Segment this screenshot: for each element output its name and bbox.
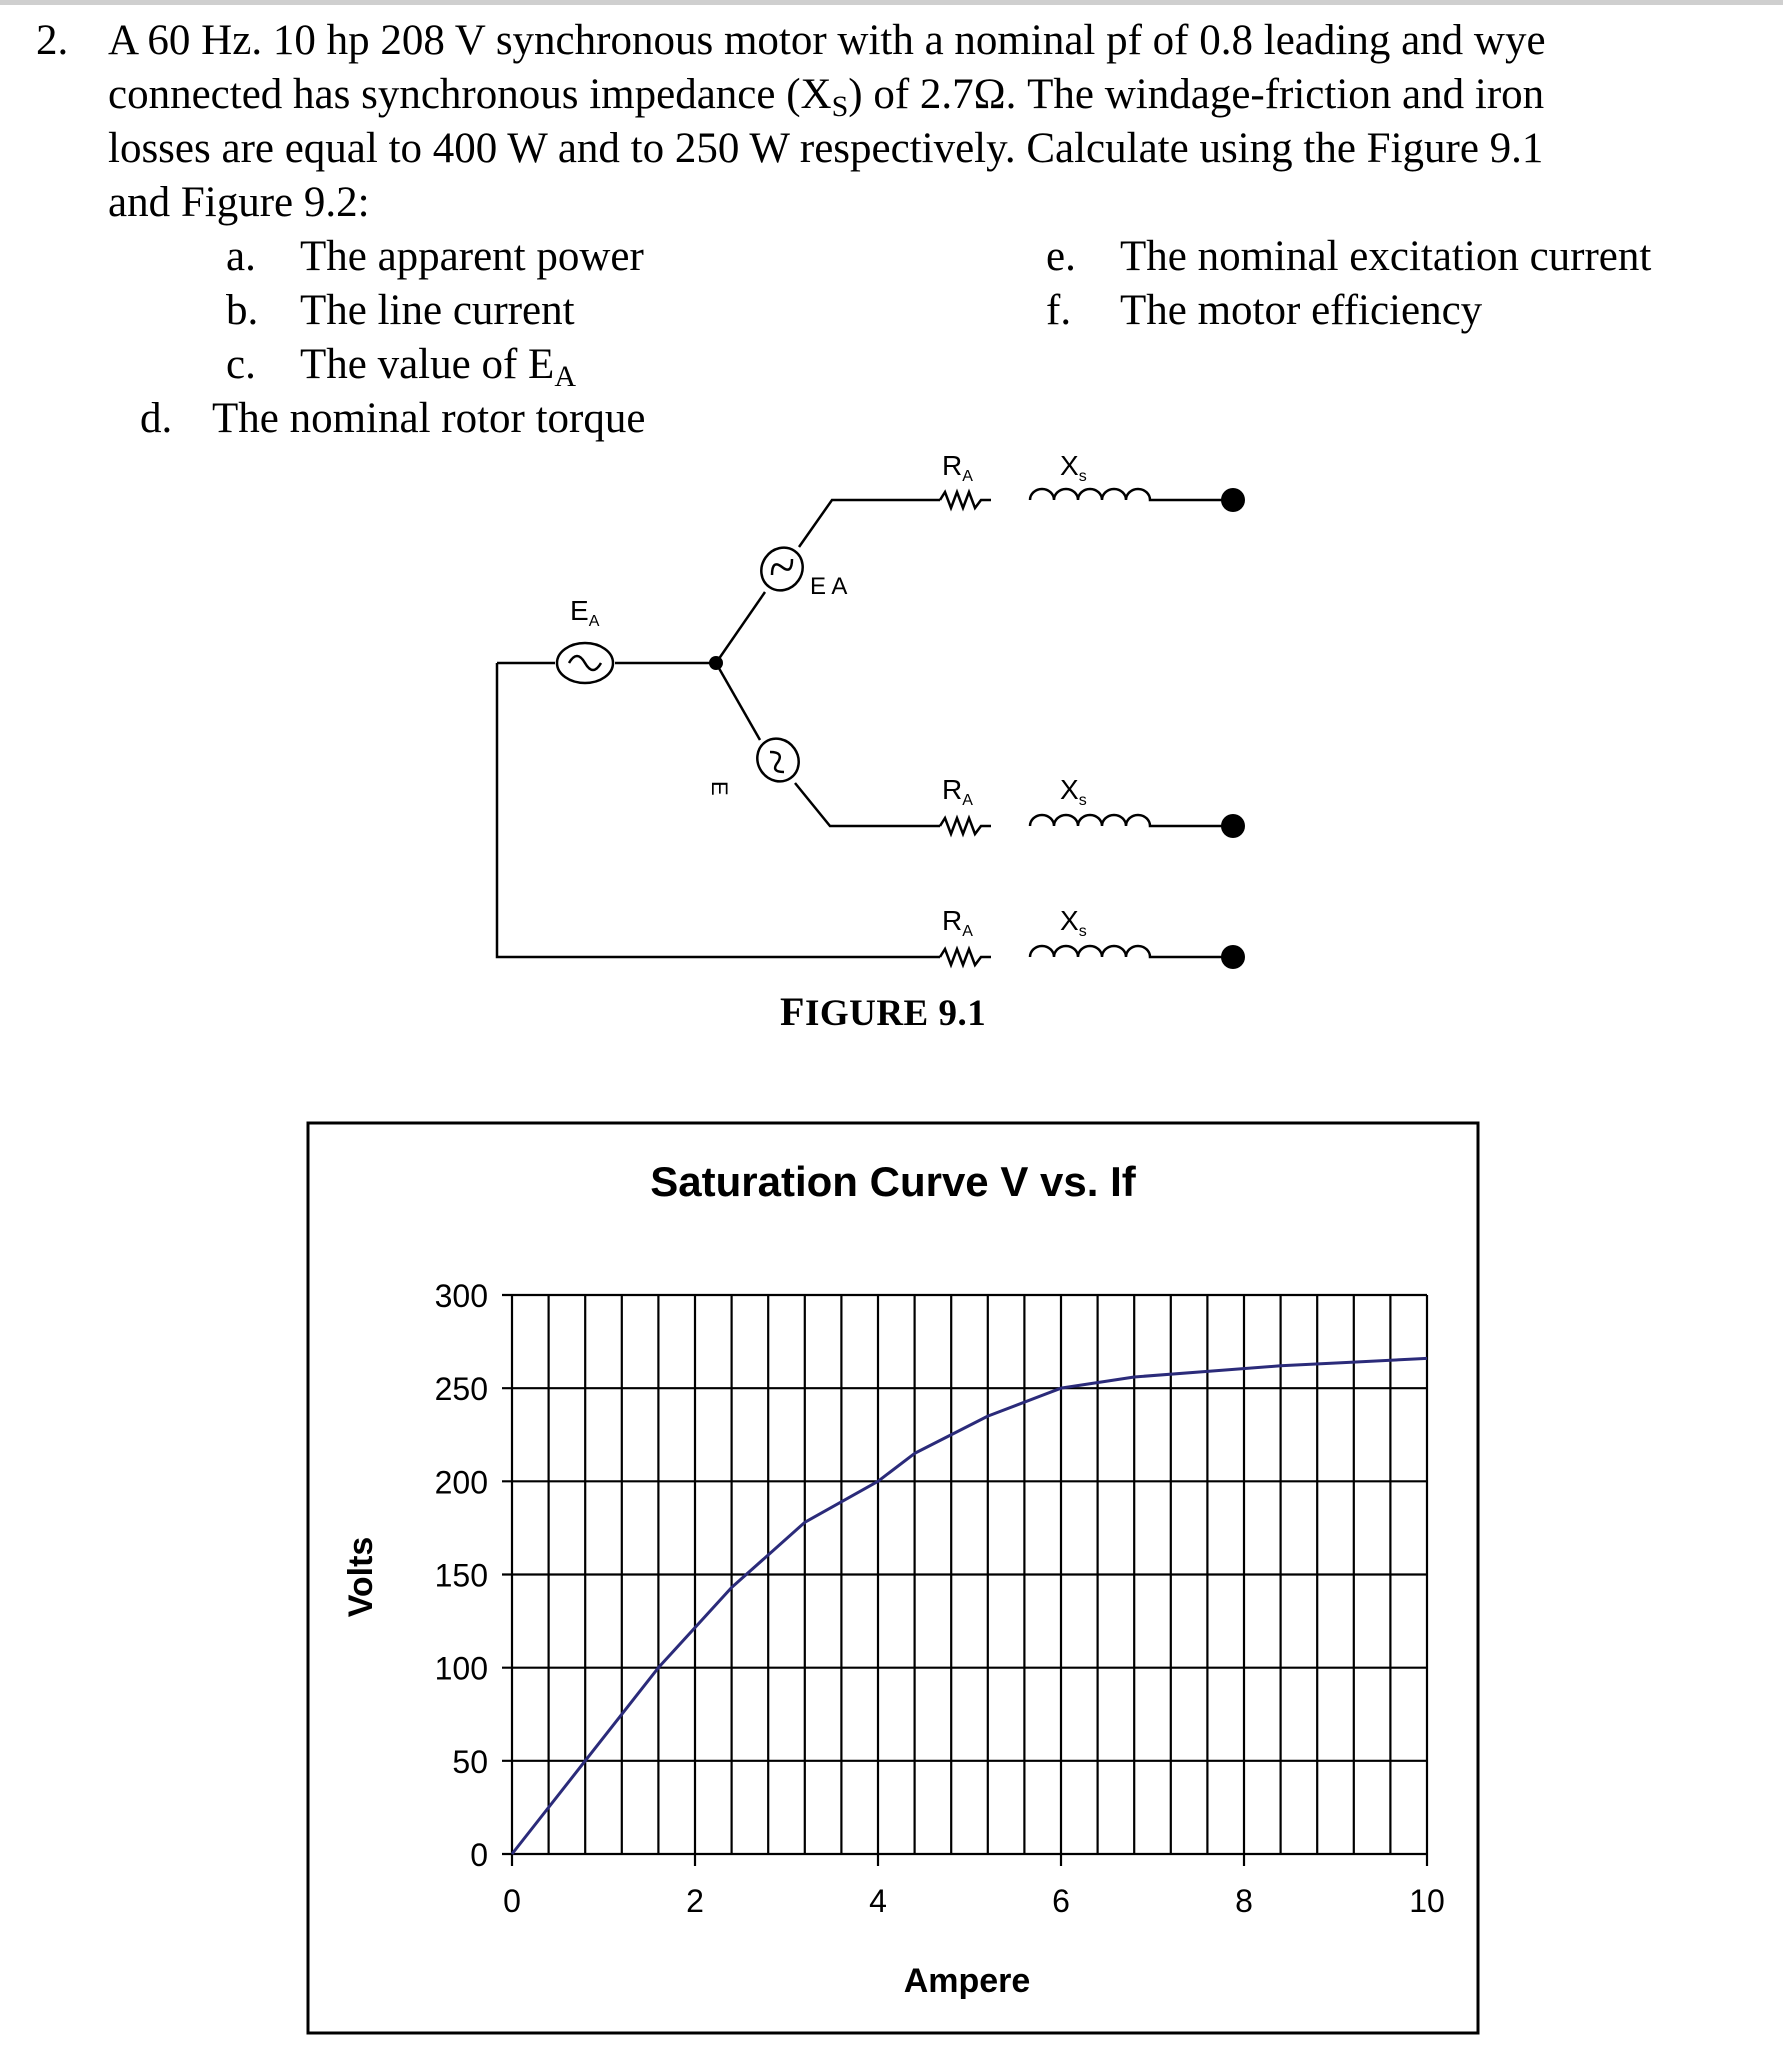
problem-line-1: A 60 Hz. 10 hp 208 V synchronous motor with a nominal pf of 0.8 leading and wye [108, 17, 1546, 64]
y-tick-label: 150 [434, 1557, 488, 1594]
label-xs-3: $X_s$ [1060, 905, 1087, 940]
x-tick-label: 2 [686, 1883, 704, 1919]
y-tick-label: 100 [434, 1650, 488, 1687]
chart-title: Saturation Curve V vs. If [650, 1158, 1136, 1205]
label-ra-3: $R_A$ [942, 905, 973, 940]
label-ea-left: $E_A$ [570, 595, 600, 630]
y-tick-label: 250 [434, 1371, 488, 1408]
item-b: b. The line current [226, 287, 575, 334]
label-xs-2: $X_s$ [1060, 774, 1087, 809]
y-tick-label: 300 [434, 1278, 488, 1314]
label-ra-2: $R_A$ [942, 774, 973, 809]
item-d: d. The nominal rotor torque [140, 395, 646, 442]
problem-line-3: losses are equal to 400 W and to 250 W respectively. Calculate using the Figure 9.1 [108, 125, 1544, 172]
label-ea-upper: E A [810, 573, 848, 600]
item-c: c. The value of $E_A$ [226, 341, 576, 393]
label-ra-1: $R_A$ [942, 450, 973, 485]
label-xs-1: $X_s$ [1060, 450, 1087, 485]
figure-caption: FIGURE 9.1 [780, 989, 987, 1034]
chart-ylabel: Volts [342, 1536, 380, 1618]
item-a: a. The apparent power [226, 233, 644, 280]
chart-xlabel: Ampere [903, 1962, 1031, 2000]
x-tick-label: 0 [503, 1883, 521, 1919]
problem-line-4: and Figure 9.2: [108, 179, 370, 226]
problem-line-2: connected has synchronous impedance $(X_S)$ of 2.7Ω. The windage-friction and iron [108, 71, 1545, 123]
problem-number: 2. [36, 17, 69, 64]
y-tick-label: 200 [434, 1464, 488, 1501]
series-line [512, 1358, 1427, 1854]
y-tick-label: 50 [452, 1743, 488, 1780]
item-e: e. The nominal excitation current [1046, 233, 1652, 280]
y-tick-label: 0 [470, 1837, 488, 1873]
label-ea-rotated: E [707, 781, 732, 796]
x-tick-label: 4 [869, 1883, 887, 1919]
x-tick-label: 10 [1409, 1883, 1445, 1919]
item-f: f. The motor efficiency [1046, 287, 1483, 334]
x-tick-label: 8 [1235, 1883, 1253, 1919]
x-tick-label: 6 [1052, 1883, 1070, 1919]
